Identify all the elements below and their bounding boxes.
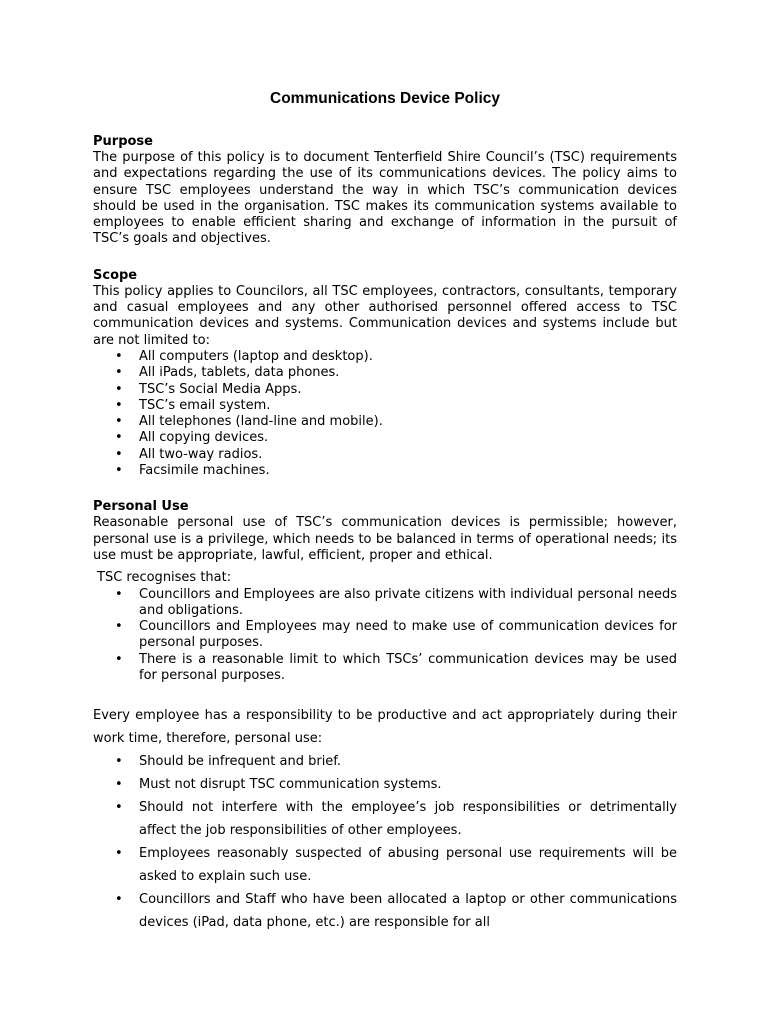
list-item: • All iPads, tablets, data phones. <box>115 365 340 381</box>
bullet-icon: • <box>115 651 123 667</box>
personal-use-text: Reasonable personal use of TSC’s communication devices is permissible; however, personal use is a privilege, which needs to be balanced in terms of operational needs; its use must be appropriate, lawful, efficient, proper and ethical. <box>93 515 677 563</box>
bullet-icon: • <box>115 397 123 413</box>
purpose-text: The purpose of this policy is to document Tenterfield Shire Council’s (TSC) requirements and expectations regarding the use of its communications devices. The policy aims to ensure TSC employees understand the way in which TSC’s communication devices should be used in the organisation. TSC makes its communication systems available to employees to enable efficient sharing and exchange of information in the pursuit of TSC’s goals and objectives. <box>93 150 677 247</box>
purpose-section <box>93 134 677 248</box>
responsibility-list <box>93 750 677 934</box>
list-item: • Employees reasonably suspected of abusing personal use requirements will be asked to explain such use. <box>139 842 677 888</box>
recognises-lead: TSC recognises that: <box>97 570 232 586</box>
bullet-icon: • <box>115 446 123 462</box>
bullet-icon: • <box>115 414 123 430</box>
list-item: • Must not disrupt TSC communication systems. <box>139 773 677 796</box>
bullet-icon: • <box>115 892 123 908</box>
personal-use-section <box>93 499 677 934</box>
responsibility-text: Every employee has a responsibility to be productive and act appropriately during their work time, therefore, personal use: <box>93 708 677 747</box>
bullet-icon: • <box>115 381 123 397</box>
page-title: Communications Device Policy <box>270 90 500 107</box>
responsibility-block <box>93 704 677 934</box>
list-item: • All telephones (land-line and mobile). <box>115 414 383 430</box>
list-item: • There is a reasonable limit to which TSCs’ communication devices may be used for personal purposes. <box>115 651 677 684</box>
bullet-icon: • <box>115 619 123 635</box>
bullet-icon: • <box>115 365 123 381</box>
list-item: • Councillors and Employees are also private citizens with individual personal needs and obligations. <box>115 586 677 618</box>
bullet-icon: • <box>115 800 123 816</box>
bullet-icon: • <box>115 348 123 364</box>
personal-use-heading: Personal Use <box>93 499 189 515</box>
list-item: • Should not interfere with the employee’s job responsibilities or detrimentally affect the job responsibilities of other employees. <box>139 796 677 842</box>
scope-heading: Scope <box>93 267 138 283</box>
scope-text: This policy applies to Councilors, all TSC employees, contractors, consultants, temporary and casual employees and any other authorised personnel offered access to TSC communication devices and systems. Communication devices and systems include but are not limited to: <box>93 283 677 348</box>
list-item: • Councillors and Staff who have been allocated a laptop or other communications devices (iPad, data phone, etc.) are responsible for all <box>139 888 677 934</box>
list-item: • All two-way radios. <box>115 446 263 462</box>
recognises-list <box>93 587 677 685</box>
bullet-icon: • <box>115 777 123 793</box>
list-item: • All computers (laptop and desktop). <box>115 348 373 364</box>
list-item: • Councillors and Employees may need to make use of communication devices for personal purposes. <box>115 619 677 651</box>
bullet-icon: • <box>115 754 123 770</box>
scope-list <box>93 349 677 479</box>
bullet-icon: • <box>115 846 123 862</box>
list-item: • Facsimile machines. <box>115 463 270 479</box>
bullet-icon: • <box>115 463 123 479</box>
list-item: • TSC’s Social Media Apps. <box>115 381 302 397</box>
list-item: • Should be infrequent and brief. <box>139 750 677 773</box>
list-item: • TSC’s email system. <box>115 397 271 413</box>
purpose-heading: Purpose <box>93 134 153 149</box>
scope-section <box>93 268 677 480</box>
bullet-icon: • <box>115 430 123 446</box>
list-item: • All copying devices. <box>115 430 269 446</box>
document-body <box>93 90 677 934</box>
bullet-icon: • <box>115 586 123 602</box>
